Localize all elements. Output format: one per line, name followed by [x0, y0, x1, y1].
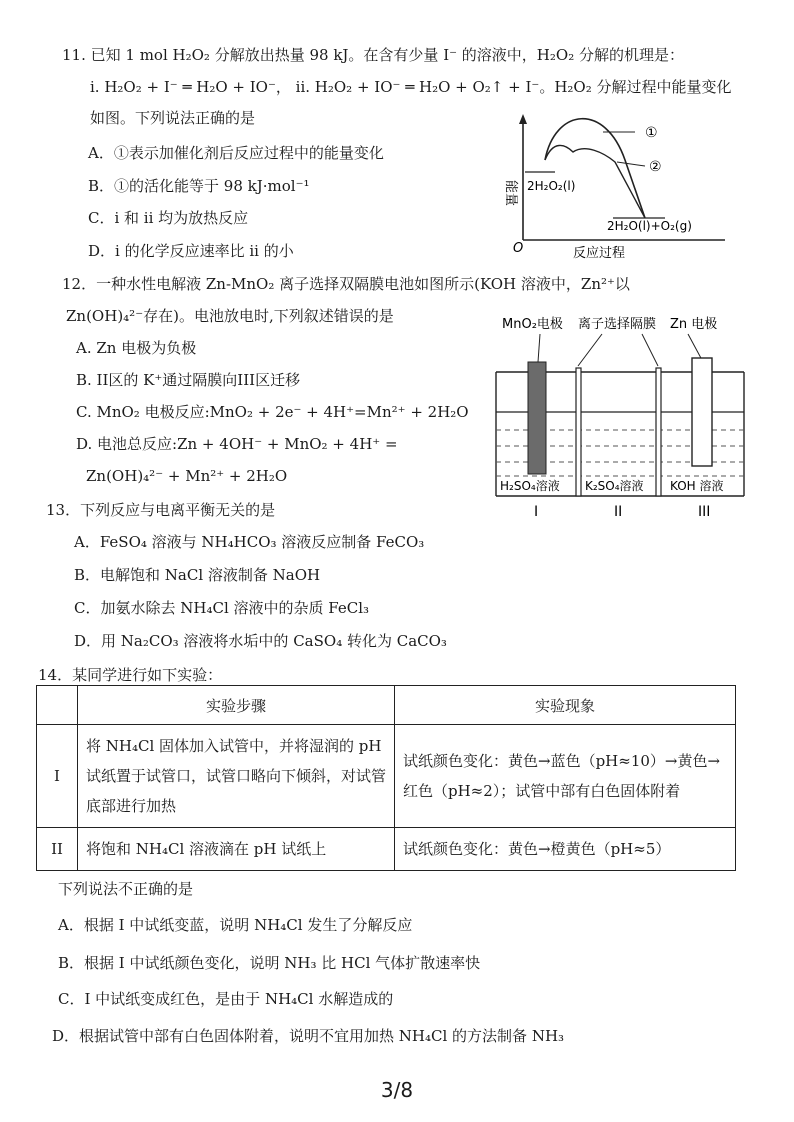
q12-option-d-line2: Zn(OH)₄²⁻ + Mn²⁺ + 2H₂O: [86, 467, 288, 485]
row-label: II: [37, 828, 78, 871]
q12-stem-line1: 12．一种水性电解液 Zn-MnO₂ 离子选择双隔膜电池如图所示(KOH 溶液中，Zn²⁺以: [62, 275, 630, 293]
region-2-label: II: [614, 504, 623, 520]
result-cell: 试纸颜色变化：黄色→橙黄色（pH≈5）: [395, 828, 736, 871]
q14-option-b: B．根据 I 中试纸颜色变化，说明 NH₃ 比 HCl 气体扩散速率快: [58, 954, 481, 972]
membrane-leader-1: [578, 334, 602, 366]
membrane-label: 离子选择隔膜: [578, 317, 657, 332]
y-axis-label: 能量: [503, 180, 518, 207]
table-header-steps: 实验步骤: [78, 686, 395, 725]
origin-label: O: [513, 241, 524, 256]
experiment-table: [36, 685, 736, 871]
q11-option-b: B．①的活化能等于 98 kJ·mol⁻¹: [88, 177, 310, 195]
q12-option-b: B. II区的 K⁺通过隔膜向III区迁移: [76, 371, 301, 389]
mno2-electrode: [528, 362, 546, 474]
mno2-leader: [538, 334, 540, 362]
zn-electrode-label: Zn 电极: [670, 317, 718, 332]
product-label: 2H₂O(l)+O₂(g): [607, 219, 692, 233]
row-label: I: [37, 725, 78, 828]
q11-option-c: C．i 和 ii 均为放热反应: [88, 209, 249, 227]
region-1-label: I: [534, 504, 539, 520]
reactant-label: 2H₂O₂(l): [527, 179, 576, 193]
q13-option-c: C．加氨水除去 NH₄Cl 溶液中的杂质 FeCl₃: [74, 599, 370, 617]
energy-diagram: [495, 100, 735, 265]
q14-option-a: A．根据 I 中试纸变蓝，说明 NH₄Cl 发生了分解反应: [58, 916, 413, 934]
zn-leader: [688, 334, 702, 360]
step-cell: 将 NH₄Cl 固体加入试管中，并将湿润的 pH 试纸置于试管口，试管口略向下倾斜，对试管底部进行加热: [78, 725, 395, 828]
q13-option-b: B．电解饱和 NaCl 溶液制备 NaOH: [74, 566, 321, 584]
q13-option-a: A．FeSO₄ 溶液与 NH₄HCO₃ 溶液反应制备 FeCO₃: [74, 533, 425, 551]
q13-option-d: D．用 Na₂CO₃ 溶液将水垢中的 CaSO₄ 转化为 CaCO₃: [74, 632, 447, 650]
q14-option-c: C．I 中试纸变成红色，是由于 NH₄Cl 水解造成的: [58, 990, 394, 1008]
q11-stem-line2: i. H₂O₂ + I⁻ ═ H₂O + IO⁻， ii. H₂O₂ + IO⁻ ═ H₂O + O₂↑ + I⁻。H₂O₂ 分解过程中能量变化: [90, 78, 732, 96]
mno2-electrode-label: MnO₂电极: [502, 317, 563, 332]
membrane-leader-2: [642, 334, 658, 366]
q11-stem-line1: 11. 已知 1 mol H₂O₂ 分解放出热量 98 kJ。在含有少量 I⁻ 的溶液中，H₂O₂ 分解的机理是：: [62, 46, 684, 64]
curve-2-label: ②: [649, 159, 662, 175]
table-row: [37, 725, 736, 828]
q12-option-a: A. Zn 电极为负极: [76, 339, 197, 357]
q12-option-d-line1: D. 电池总反应:Zn + 4OH⁻ + MnO₂ + 4H⁺ =: [76, 435, 398, 453]
step-cell: 将饱和 NH₄Cl 溶液滴在 pH 试纸上: [78, 828, 395, 871]
curve-1-label: ①: [645, 125, 658, 141]
table-header-results: 实验现象: [395, 686, 736, 725]
solution-1-label: H₂SO₄溶液: [500, 479, 560, 493]
membrane-1: [576, 368, 581, 496]
q13-stem: 13．下列反应与电离平衡无关的是: [46, 501, 276, 519]
q11-option-d: D．i 的化学反应速率比 ii 的小: [88, 242, 294, 260]
q11-stem-line3: 如图。下列说法正确的是: [90, 109, 256, 127]
region-3-label: III: [698, 504, 711, 520]
table-header-empty: [37, 686, 78, 725]
q11-option-a: A．①表示加催化剂后反应过程中的能量变化: [88, 144, 384, 162]
q14-question: 下列说法不正确的是: [58, 880, 194, 898]
y-axis-arrow: [519, 114, 527, 124]
result-cell: 试纸颜色变化：黄色→蓝色（pH≈10）→黄色→红色（pH≈2）；试管中部有白色固体附着: [395, 725, 736, 828]
q12-option-c: C. MnO₂ 电极反应:MnO₂ + 2e⁻ + 4H⁺=Mn²⁺ + 2H₂O: [76, 403, 469, 421]
q12-stem-line2: Zn(OH)₄²⁻存在)。电池放电时,下列叙述错误的是: [66, 307, 394, 325]
page-number: 3/8: [380, 1078, 414, 1102]
solution-2-label: K₂SO₄溶液: [585, 479, 644, 493]
battery-diagram: [492, 312, 752, 522]
q14-option-d: D．根据试管中部有白色固体附着，说明不宜用加热 NH₄Cl 的方法制备 NH₃: [52, 1027, 565, 1045]
x-axis-label: 反应过程: [573, 246, 626, 261]
curve-1: [545, 119, 645, 218]
zn-electrode: [692, 358, 712, 466]
leader-2: [617, 162, 645, 166]
solution-3-label: KOH 溶液: [670, 479, 724, 493]
membrane-2: [656, 368, 661, 496]
table-row: [37, 828, 736, 871]
table-header-row: [37, 686, 736, 725]
q14-stem: 14．某同学进行如下实验：: [38, 666, 223, 684]
